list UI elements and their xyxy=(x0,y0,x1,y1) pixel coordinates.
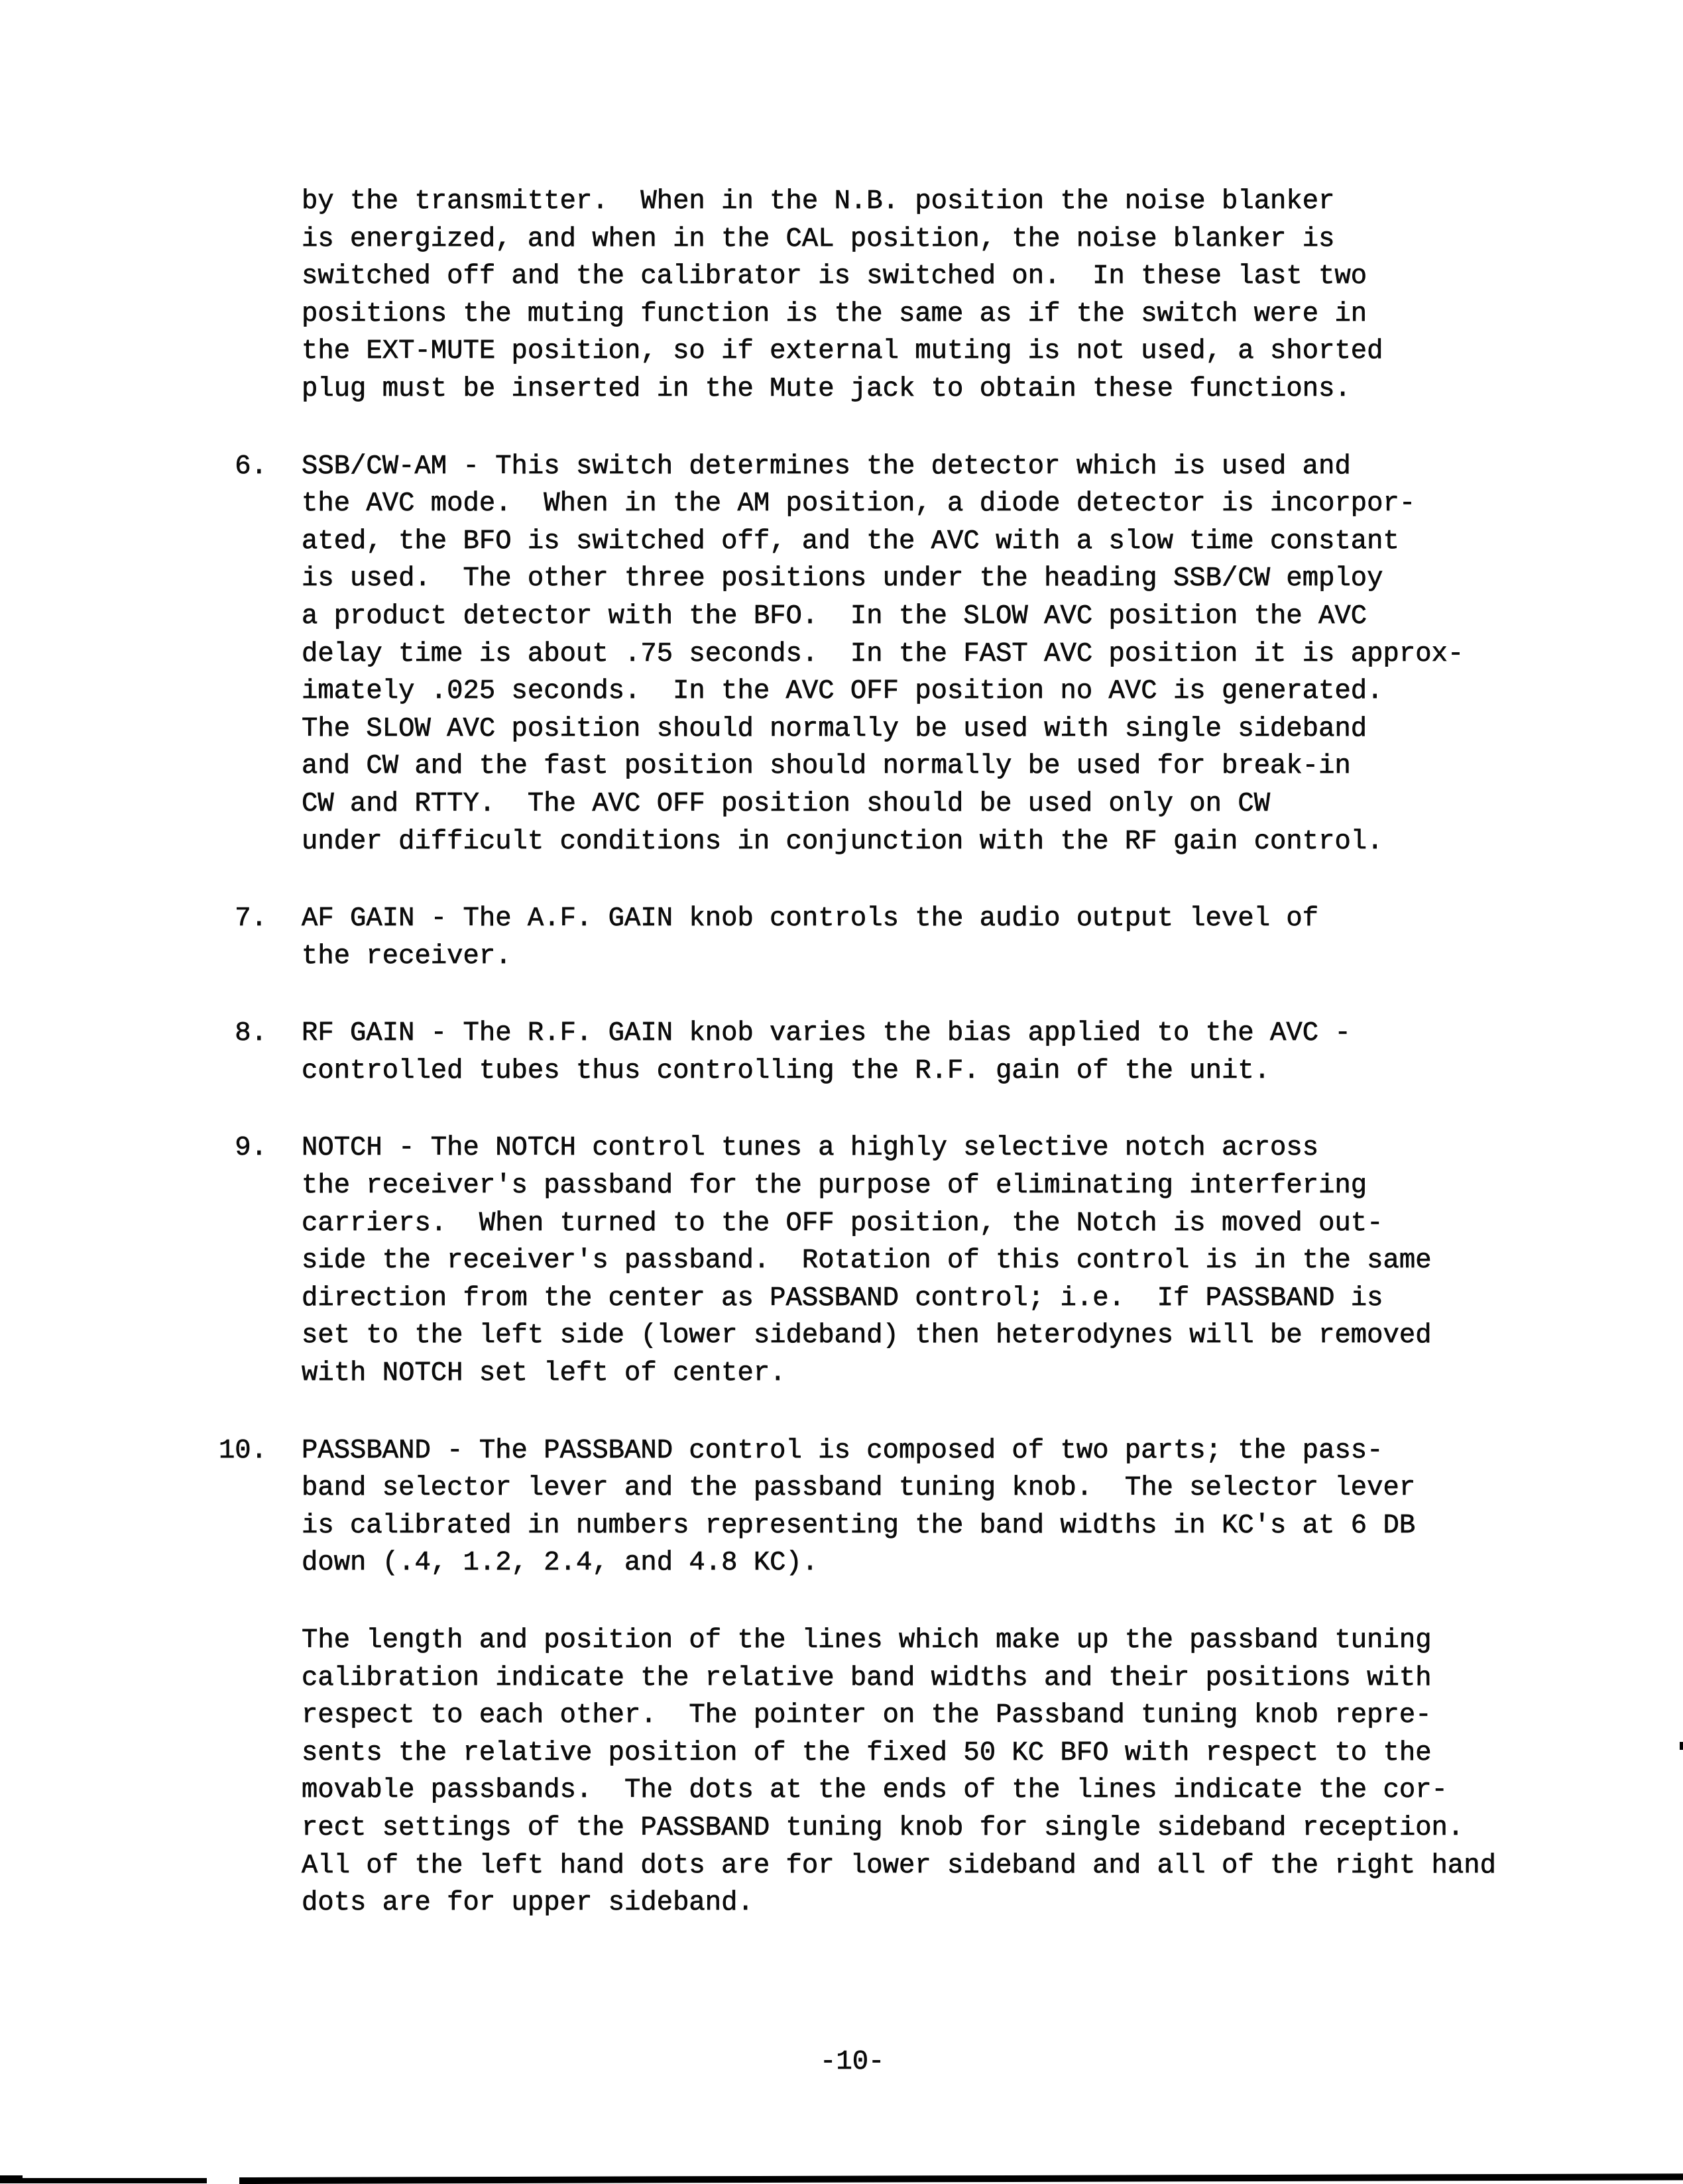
text-line: the receiver's passband for the purpose of eliminating interfering xyxy=(302,1171,1367,1202)
text-line: controlled tubes thus controlling the R.F. gain of the unit. xyxy=(302,1055,1271,1086)
text-line: ated, the BFO is switched off, and the AVC with a slow time constant xyxy=(302,526,1399,557)
list-item-7 xyxy=(235,900,1496,975)
paragraph-6 xyxy=(302,1622,1496,1922)
text-line: calibration indicate the relative band widths and their positions with xyxy=(302,1662,1432,1694)
text-line: the AVC mode. When in the AM position, a diode detector is incorpor- xyxy=(302,489,1416,520)
text-line: side the receiver's passband. Rotation of this control is in the same xyxy=(302,1245,1432,1277)
text-line: The SLOW AVC position should normally be used with single sideband xyxy=(302,713,1367,744)
text-line: PASSBAND - The PASSBAND control is composed of two parts; the pass- xyxy=(302,1435,1383,1466)
document-body xyxy=(218,183,1496,1962)
item-number: 8. xyxy=(235,1018,267,1049)
text-line: AF GAIN - The A.F. GAIN knob controls the audio output level of xyxy=(302,903,1319,935)
text-line: band selector lever and the passband tuning knob. The selector lever xyxy=(302,1473,1416,1504)
text-line: rect settings of the PASSBAND tuning knob for single sideband reception. xyxy=(302,1812,1464,1843)
text-line: the EXT-MUTE position, so if external muting is not used, a shorted xyxy=(302,336,1383,367)
item-number: 9. xyxy=(235,1133,267,1164)
text-line: a product detector with the BFO. In the SLOW AVC position the AVC xyxy=(302,601,1367,632)
list-item-6 xyxy=(235,448,1496,861)
item-number: 10. xyxy=(218,1435,267,1466)
text-line: the receiver. xyxy=(302,941,512,972)
text-line: is calibrated in numbers representing the band widths in KC's at 6 DB xyxy=(302,1510,1416,1541)
list-item-8 xyxy=(235,1015,1496,1090)
text-line: switched off and the calibrator is switched on. In these last two xyxy=(302,261,1367,292)
item-number: 6. xyxy=(235,451,267,482)
text-line: dots are for upper sideband. xyxy=(302,1888,754,1919)
scan-artifact-right-edge-tick xyxy=(1680,1742,1683,1750)
text-line: under difficult conditions in conjunction with the RF gain control. xyxy=(302,826,1383,857)
text-line: carriers. When turned to the OFF position, the Notch is moved out- xyxy=(302,1208,1383,1239)
list-item-10 xyxy=(218,1432,1496,1582)
text-line: respect to each other. The pointer on the Passband tuning knob repre- xyxy=(302,1700,1432,1731)
page-number: -10- xyxy=(820,2047,885,2077)
text-line: is energized, and when in the CAL position, the noise blanker is xyxy=(302,223,1335,255)
text-line: set to the left side (lower sideband) then heterodynes will be removed xyxy=(302,1320,1432,1351)
text-line: All of the left hand dots are for lower sideband and all of the right hand xyxy=(302,1850,1496,1881)
text-line: imately .025 seconds. In the AVC OFF position no AVC is generated. xyxy=(302,676,1383,707)
text-line: movable passbands. The dots at the ends of the lines indicate the cor- xyxy=(302,1775,1448,1806)
paragraph-0 xyxy=(302,183,1496,408)
text-line: and CW and the fast position should normally be used for break-in xyxy=(302,751,1351,782)
text-line: delay time is about .75 seconds. In the FAST AVC position it is approx- xyxy=(302,638,1464,669)
item-number: 7. xyxy=(235,903,267,935)
list-item-9 xyxy=(235,1129,1496,1392)
text-line: down (.4, 1.2, 2.4, and 4.8 KC). xyxy=(302,1548,819,1579)
text-line: with NOTCH set left of center. xyxy=(302,1358,786,1389)
text-line: SSB/CW-AM - This switch determines the detector which is used and xyxy=(302,451,1351,482)
text-line: plug must be inserted in the Mute jack to obtain these functions. xyxy=(302,373,1351,404)
scan-artifact-bottom-left-corner xyxy=(0,2175,23,2183)
text-line: is used. The other three positions under the heading SSB/CW employ xyxy=(302,563,1383,595)
text-line: The length and position of the lines which make up the passband tuning xyxy=(302,1625,1432,1656)
text-line: by the transmitter. When in the N.B. position the noise blanker xyxy=(302,186,1335,217)
text-line: CW and RTTY. The AVC OFF position should be used only on CW xyxy=(302,788,1271,819)
text-line: RF GAIN - The R.F. GAIN knob varies the bias applied to the AVC - xyxy=(302,1018,1351,1049)
text-line: direction from the center as PASSBAND control; i.e. If PASSBAND is xyxy=(302,1283,1383,1314)
scan-artifact-bottom-bar-left xyxy=(0,2178,207,2183)
text-line: NOTCH - The NOTCH control tunes a highly selective notch across xyxy=(302,1133,1319,1164)
scan-artifact-bottom-bar-right xyxy=(239,2173,1683,2184)
text-line: positions the muting function is the same as if the switch were in xyxy=(302,298,1367,329)
text-line: sents the relative position of the fixed 50 KC BFO with respect to the xyxy=(302,1737,1432,1768)
